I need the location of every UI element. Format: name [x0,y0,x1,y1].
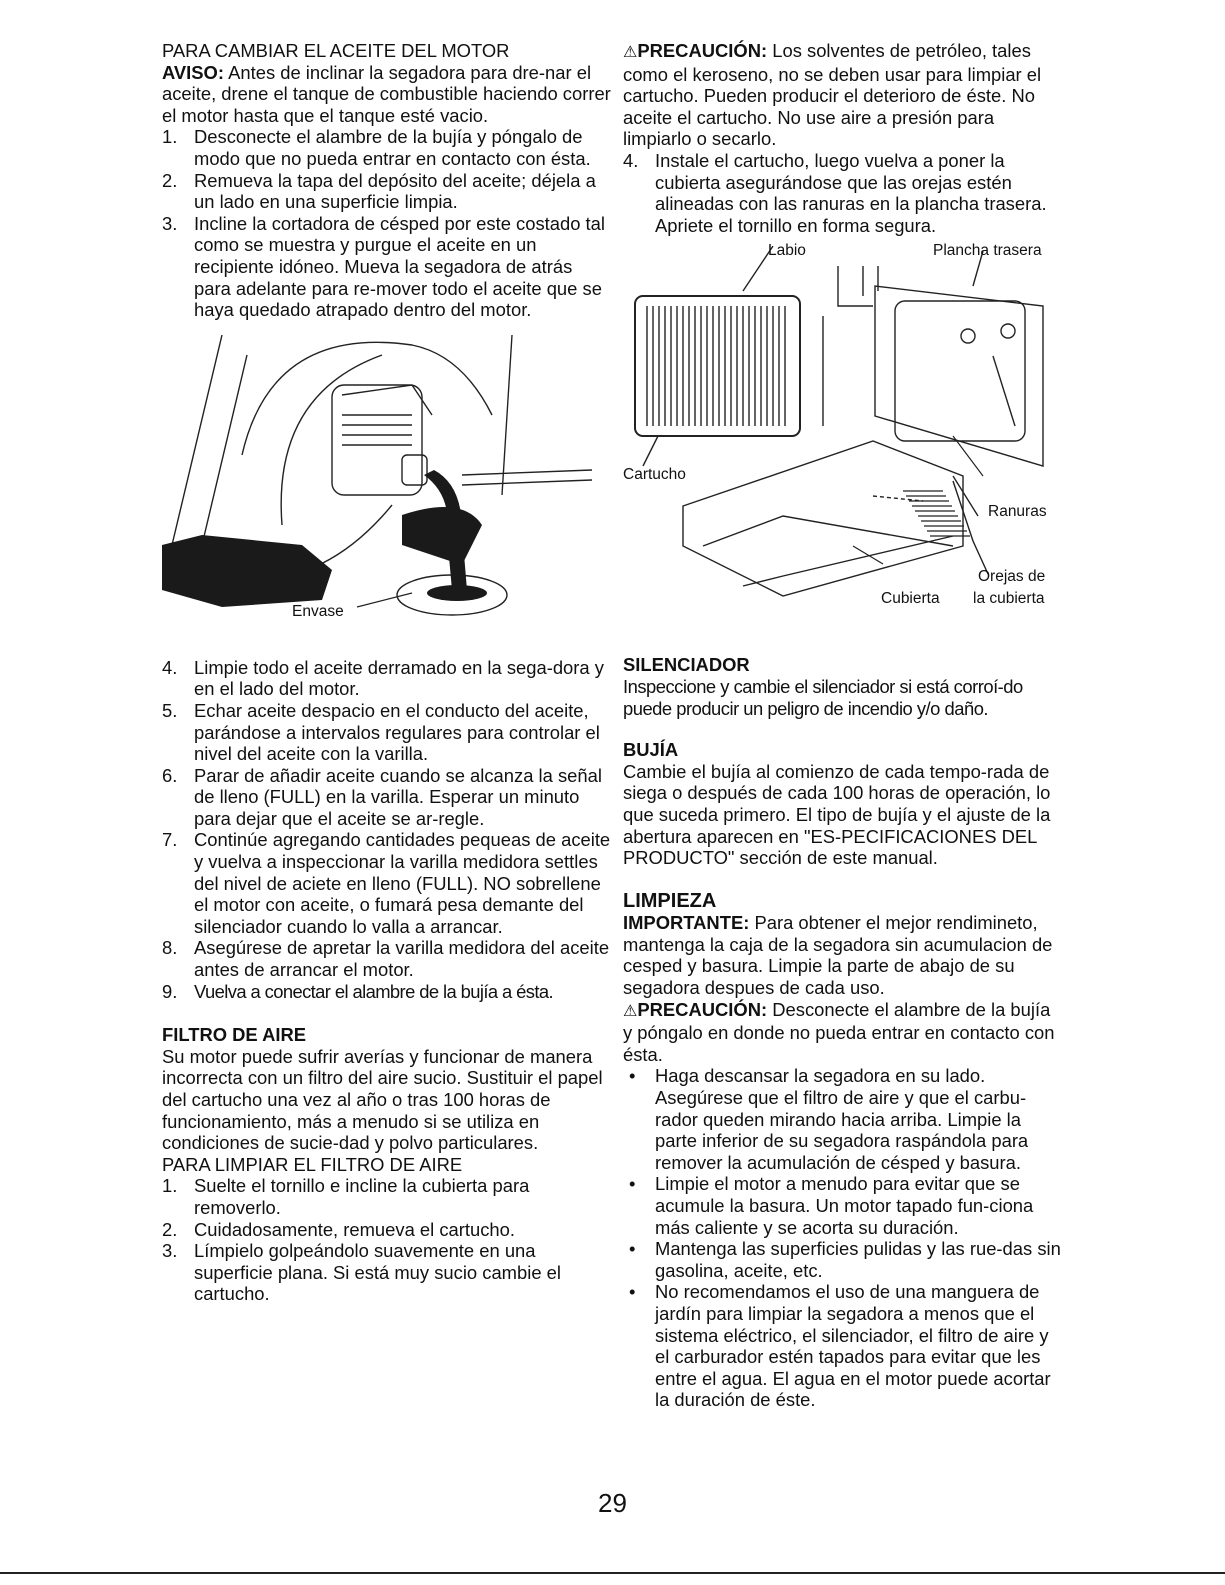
list-item [162,1240,612,1305]
step-number: 9. [162,980,178,1002]
step-text: Cuidadosamente, remueva el cartucho. [194,1218,515,1240]
oil-drain-drawing [162,335,612,635]
bullet-text: No recomendamos el uso de una manguera de jardín para limpiar la segadora a menos que el sistema eléctrico, el silenciador, el filtro de aire y el carburador estén tapados para evitar que les entre el agua. El agua en el motor puede acortar la duración de éste. [655,1281,1051,1411]
list-item [162,213,612,321]
step-text: Remueva la tapa del depósito del aceite; déjela a un lado en una superficie limpia. [194,169,596,213]
orejas-label-line2: la cubierta [973,590,1045,608]
step-text: Vuelva a conectar el alambre de la bujía a ésta. [194,980,554,1002]
bullet-icon: • [629,1281,636,1303]
ranuras-label: Ranuras [988,503,1047,521]
step-text: Parar de añadir aceite cuando se alcanza la señal de lleno (FULL) en la varilla. Esperar un minuto para dejar que el aceite se ar-regle. [194,764,602,829]
aviso-label: AVISO: [162,61,224,83]
bujia-text: Cambie el bujía al comienzo de cada tempo-rada de siega o después de cada 100 horas de operación, lo que suceda primero. El tipo de bujía y el ajuste de la abertura aparecen en "ES-PECIFICACIONES DEL PRODUCTO" sección de este manual. [623,760,1051,869]
step-text: Suelte el tornillo e incline la cubierta para removerlo. [194,1175,530,1218]
step-text: Límpielo golpeándolo suavemente en una superficie plana. Si está muy sucio cambie el cartucho. [194,1240,561,1305]
step-number: 5. [162,699,178,721]
air-filter-illustration [623,242,1063,626]
list-item [162,1219,612,1241]
list-item [623,1173,1063,1238]
step-number: 4. [162,656,178,678]
filter-steps-list [162,1175,612,1305]
bullet-text: Mantenga las superficies pulidas y las rue-das sin gasolina, aceite, etc. [655,1238,1061,1281]
air-filter-text: Su motor puede sufrir averías y funcionar de manera incorrecta con un filtro del aire sucio. Sustituir el papel del cartucho una vez al año o tras 100 horas de funcionamiento, más a menudo si se utiliza en condiciones de sucie-dad y polvo particulares. [162,1045,603,1154]
air-filter-heading: FILTRO DE AIRE [162,1024,307,1046]
cubierta-label: Cubierta [881,590,940,608]
list-item [623,1238,1063,1281]
step-number: 2. [162,169,178,191]
list-item [623,1281,1063,1411]
aviso-text: Antes de inclinar la segadora para dre-nar el aceite, drene el tanque de combustible haciendo correr el motor hasta que el tanque esté vacio. [162,61,611,126]
envase-label: Envase [292,602,344,620]
step-text: Desconecte el alambre de la bujía y póngalo de modo que no pueda entrar en contacto con ésta. [194,126,591,169]
clean-filter-title: PARA LIMPIAR EL FILTRO DE AIRE [162,1153,463,1175]
list-item [162,657,612,700]
silenciador-text: Inspeccione y cambie el silenciador si está corroí-do puede producir un peligro de incendio y/o daño. [623,675,1023,719]
limpieza-heading: LIMPIEZA [623,889,717,912]
step-text: Echar aceite despacio en el conducto del aceite, parándose a intervalos regulares para controlar el nivel del aceite con la varilla. [194,699,600,765]
oil-steps-list-a [162,126,612,320]
labio-label: Labio [768,242,806,260]
step-number: 3. [162,212,178,234]
list-item [162,765,612,830]
page-number: 29 [598,1488,627,1518]
bullet-icon: • [629,1238,636,1260]
bottom-rule [0,1572,1225,1574]
bullet-text: Haga descansar la segadora en su lado. Asegúrese que el filtro de aire y que el carbu-rador queden mirando hacia arriba. Limpie la parte inferior de su segadora raspándola para remover la acumulación de césped y basura. [655,1065,1029,1173]
warning-icon: ⚠ [623,44,638,61]
step-number: 1. [162,1175,178,1197]
step-text: Instale el cartucho, luego vuelva a poner la cubierta asegurándose que las orejas estén alineadas con las ranuras en la plancha trasera. Apriete el tornillo en forma segura. [655,149,1047,236]
list-item [162,1175,612,1218]
filter-step-4 [623,150,1063,236]
oil-drain-illustration [162,335,612,635]
warning-icon: ⚠ [623,1002,638,1020]
importante-text: Para obtener el mejor rendimineto, mantenga la caja de la segadora sin acumulacion de cesped y basura. Limpie la parte de abajo de su segadora despues de cada uso. [623,912,1053,999]
precaucion-text: Los solventes de petróleo, tales como el keroseno, no se deben usar para limpiar el cartucho. Pueden producir el deterioro de éste. No aceite el cartucho. No use aire a presión para limpiarlo o secarlo. [623,40,1042,150]
precaucion2-text: Desconecte el alambre de la bujía y póngalo en donde no pueda entrar en contacto con ésta. [623,998,1055,1065]
plancha-trasera-label: Plancha trasera [933,242,1042,260]
step-number: 7. [162,829,178,851]
precaucion2-label: PRECAUCIÓN: [637,998,768,1020]
bullet-icon: • [629,1065,636,1087]
precaucion2-paragraph [623,999,1063,1066]
importante-label: IMPORTANTE: [623,912,750,934]
step-number: 3. [162,1240,178,1262]
precaucion-label: PRECAUCIÓN: [637,40,768,61]
step-number: 2. [162,1218,178,1240]
step-text: Asegúrese de apretar la varilla medidora del aceite antes de arrancar el motor. [194,937,610,981]
step-text: Limpie todo el aceite derramado en la sega-dora y en el lado del motor. [194,656,604,700]
list-item [162,981,612,1003]
bullet-text: Limpie el motor a menudo para evitar que se acumule la basura. Un motor tapado fun-ciona más caliente y se acorta su duración. [655,1173,1034,1238]
step-number: 1. [162,126,178,148]
orejas-label-line1: Orejas de [978,568,1046,586]
step-number: 4. [623,149,639,171]
bujia-heading: BUJÍA [623,739,679,761]
step-number: 8. [162,937,178,959]
oil-change-title: PARA CAMBIAR EL ACEITE DEL MOTOR [162,40,510,61]
list-item [623,150,1063,236]
list-item [623,1065,1063,1173]
right-column [623,40,1063,1411]
list-item [162,700,612,765]
step-text: Continúe agregando cantidades pequeas de aceite y vuelva a inspeccionar la varilla medidora settles del nivel de aciete en lleno (FULL). NO sobrellene el motor con aceite, o fumará pesa demante del silenciador cuando lo valla a arrancar. [194,829,611,937]
list-item [162,170,612,213]
bullet-icon: • [629,1173,636,1195]
silenciador-heading: SILENCIADOR [623,654,750,676]
aviso-paragraph [162,62,612,127]
left-column [162,40,612,1305]
cleaning-bullets [623,1065,1063,1411]
step-text: Incline la cortadora de césped por este costado tal como se muestra y purgue el aceite en un recipiente idóneo. Mueva la segadora de atrás para adelante para re-mover todo el aceite que se haya quedado atrapado dentro del motor. [194,212,605,321]
cartucho-label: Cartucho [623,466,686,484]
importante-paragraph [623,912,1063,998]
list-item [162,126,612,169]
oil-steps-list-b [162,657,612,1003]
list-item [162,829,612,937]
precaucion-paragraph [623,40,1063,150]
step-number: 6. [162,764,178,786]
list-item [162,937,612,980]
